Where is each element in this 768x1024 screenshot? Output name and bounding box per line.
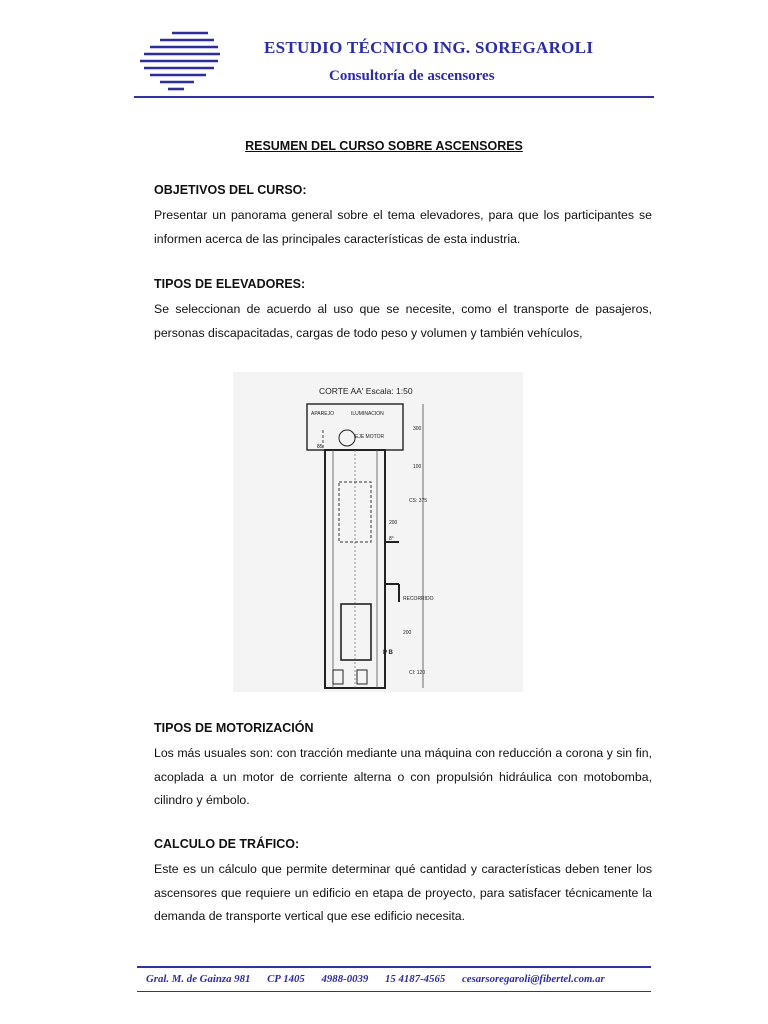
footer-postal-code: CP 1405: [267, 973, 305, 985]
section-heading: OBJETIVOS DEL CURSO:: [154, 183, 307, 197]
section-body: Se seleccionan de acuerdo al uso que se necesite, como el transporte de pasajeros, personas discapacitadas, cargas de todo peso y volumen y también vehículos,: [154, 302, 652, 340]
label-eje-motor: EJE MOTOR: [355, 434, 385, 440]
footer-address: Gral. M. de Gainza 981: [146, 973, 251, 985]
section-motorizacion: [154, 720, 652, 813]
elevator-section-svg: [233, 372, 523, 692]
footer-email[interactable]: cesarsoregaroli@fibertel.com.ar: [461, 973, 605, 985]
firm-subtitle: Consultoría de ascensores: [329, 68, 495, 84]
document-title: RESUMEN DEL CURSO SOBRE ASCENSORES: [245, 139, 523, 153]
section-objetivos: [154, 182, 652, 251]
section-body: Los más usuales son: con tracción mediante una máquina con reducción a corona y sin fin, acoplada a un motor de corriente alterna o con propulsión hidráulica con motobomba, cilindro y émbolo.: [154, 746, 652, 807]
dim-8: 8°: [389, 536, 394, 542]
buffer-left: [333, 670, 343, 684]
hoistway: [325, 450, 385, 688]
label-recorrido: RECORRIDO: [403, 596, 434, 602]
buffer-right: [357, 670, 367, 684]
dim-cs: CS: 375: [409, 498, 428, 504]
section-heading: TIPOS DE ELEVADORES:: [154, 277, 306, 291]
dim-200b: 200: [403, 630, 412, 636]
elevator-section-drawing: [233, 372, 523, 692]
dim-300: 300: [413, 426, 422, 432]
section-heading: CALCULO DE TRÁFICO:: [154, 837, 300, 851]
section-body: Presentar un panorama general sobre el tema elevadores, para que los participantes se informen acerca de las principales características de esta industria.: [154, 208, 652, 246]
dim-ci: CI: 120: [409, 670, 426, 676]
footer-divider-top: [137, 966, 651, 968]
dim-100: 100: [413, 464, 422, 470]
footer-divider-bottom: [137, 991, 651, 992]
label-pb: P B: [383, 650, 393, 656]
striped-globe-logo-icon: [136, 30, 220, 92]
dim-85: 85: [317, 444, 323, 450]
label-iluminacion: ILUMINACION: [351, 411, 384, 417]
firm-name: ESTUDIO TÉCNICO ING. SOREGAROLI: [264, 38, 594, 57]
motor-pulley: [339, 430, 355, 446]
dim-200a: 200: [389, 520, 398, 526]
section-tipos-elevadores: [154, 276, 652, 345]
section-body: Este es un cálculo que permite determinar qué cantidad y características deben tener los ascensores que requiere un edificio en etapa de proyecto, para satisfacer técnicamente la demanda de transporte vertical que ese edificio necesita.: [154, 862, 652, 923]
header-divider: [134, 96, 654, 98]
lower-car: [341, 604, 371, 660]
section-trafico: [154, 836, 652, 929]
footer-contact: [146, 973, 619, 985]
footer-phone: 4988-0039: [321, 973, 369, 985]
drawing-title: CORTE AA' Escala: 1:50: [319, 386, 413, 396]
label-aparejo: APAREJO: [311, 411, 334, 417]
footer-mobile: 15 4187-4565: [385, 973, 446, 985]
section-heading: TIPOS DE MOTORIZACIÓN: [154, 721, 314, 735]
